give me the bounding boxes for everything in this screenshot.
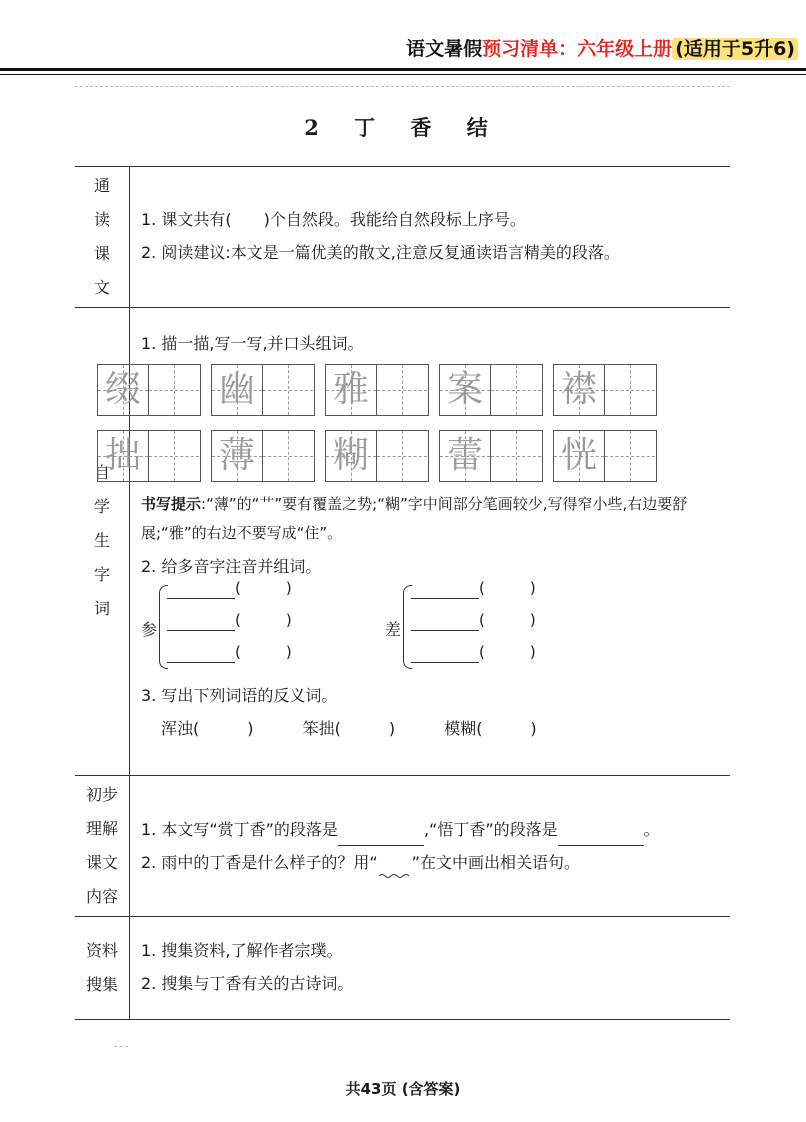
pinyin-paren: ( ) (479, 643, 536, 661)
trace-char: 幽 (218, 369, 255, 410)
blank-cell[interactable] (376, 365, 427, 415)
question-line: 2. 阅读建议:本文是一篇优美的散文,注意反复通读语言精美的段落。 (141, 243, 620, 262)
question-1: 1. 描一描,写一写,并口头组词。 (141, 334, 364, 353)
blank-cell[interactable] (490, 365, 541, 415)
label-char: 自 (93, 463, 110, 482)
blank-cell[interactable] (148, 431, 199, 481)
word-blank[interactable] (411, 646, 479, 663)
pinyin-paren: ( ) (235, 611, 292, 629)
pinyin-paren: ( ) (479, 611, 536, 629)
char-practice-box (325, 430, 429, 482)
section-label (75, 775, 130, 916)
blank-cell[interactable] (262, 431, 313, 481)
char-grid-row-2 (97, 430, 720, 482)
blank-cell[interactable] (376, 431, 427, 481)
polyphone-exercise (141, 579, 720, 679)
header-dotted-rule (75, 86, 730, 87)
trace-char: 案 (446, 369, 483, 410)
question-line: 2. 搜集与丁香有关的古诗词。 (141, 974, 354, 993)
char-practice-box (325, 364, 429, 416)
blank-cell[interactable] (604, 431, 655, 481)
char-practice-box (553, 364, 657, 416)
writing-tip (141, 490, 716, 548)
polyphone-char: 参 (141, 620, 158, 639)
page-footer: 共43页 (含答案) (345, 1080, 461, 1098)
section-label (75, 166, 130, 307)
polyphone-line (411, 577, 549, 599)
label-char: 词 (93, 599, 110, 618)
header-rule-thick (0, 68, 806, 71)
label-line: 内容 (85, 886, 118, 906)
char-practice-box (211, 430, 315, 482)
question-text: 1. 本文写“赏丁香”的段落是 (141, 820, 338, 839)
header-title-part2: 预习清单：六年级上册 (482, 38, 673, 60)
section-understand-text (75, 775, 730, 917)
polyphone-line (167, 577, 305, 599)
polyphone-char: 差 (385, 620, 402, 639)
question-text: 。 (643, 820, 660, 839)
trace-char: 恍 (560, 435, 597, 476)
trace-char: 拙 (104, 435, 141, 476)
polyphone-line (411, 609, 549, 631)
section-research (75, 916, 730, 1020)
blank-cell[interactable] (262, 365, 313, 415)
label-line: 课文 (85, 852, 118, 872)
label-char: 生 (93, 531, 110, 550)
pinyin-paren: ( ) (235, 643, 292, 661)
label-char: 字 (93, 565, 110, 584)
header-grade-badge: (适用于5升6) (672, 38, 798, 60)
pinyin-paren: ( ) (479, 579, 536, 597)
word-blank[interactable] (167, 646, 235, 663)
label-line: 资料 (85, 940, 118, 960)
blank-cell[interactable] (490, 431, 541, 481)
word-blank[interactable] (411, 614, 479, 631)
writing-tip-text: :“薄”的“艹”要有覆盖之势;“糊”字中间部分笔画较少,写得窄小些,右边要舒展;“雅”的右边不要写成“住”。 (141, 495, 688, 542)
question-3: 3. 写出下列词语的反义词。 (141, 686, 338, 705)
antonym-item: 浑浊( ) (161, 719, 254, 738)
label-line: 初步 (85, 784, 118, 804)
question-line: 1. 课文共有( )个自然段。我能给自然段标上序号。 (141, 210, 526, 229)
antonym-row (141, 712, 720, 745)
trace-char: 薄 (218, 435, 255, 476)
char-practice-box (97, 364, 201, 416)
question-line (141, 846, 720, 879)
header-title (406, 34, 798, 64)
question-line (141, 813, 720, 846)
question-text: ,“悟丁香”的段落是 (423, 820, 558, 839)
char-practice-box (97, 430, 201, 482)
trace-char: 雅 (332, 369, 369, 410)
label-char: 通 (93, 175, 110, 195)
char-practice-box (211, 364, 315, 416)
polyphone-line (411, 641, 549, 663)
word-blank[interactable] (167, 582, 235, 599)
trace-char: 襟 (560, 369, 597, 410)
char-grid-row-1 (97, 364, 720, 416)
trace-char: 蕾 (446, 435, 483, 476)
blank-cell[interactable] (148, 365, 199, 415)
question-text: 2. 雨中的丁香是什么样子的？用“ (141, 853, 378, 872)
label-char: 读 (93, 209, 110, 229)
char-practice-box (553, 430, 657, 482)
question-2: 2. 给多音字注音并组词。 (141, 557, 322, 576)
section-content (141, 934, 720, 1000)
header-title-part1: 语文暑假 (406, 38, 483, 60)
pinyin-paren: ( ) (235, 579, 292, 597)
char-practice-box (439, 430, 543, 482)
trace-char: 糊 (332, 435, 369, 476)
section-read-text (75, 166, 730, 308)
section-content (141, 813, 720, 879)
label-line: 理解 (85, 818, 118, 838)
section-label (75, 916, 130, 1019)
wavy-underline-icon (378, 863, 412, 879)
footer-dash (114, 1046, 128, 1047)
writing-tip-label: 书写提示 (141, 495, 202, 513)
word-blank[interactable] (411, 582, 479, 599)
question-line: 1. 搜集资料,了解作者宗璞。 (141, 941, 343, 960)
blank-cell[interactable] (604, 365, 655, 415)
label-char: 课 (93, 243, 110, 263)
header-rule-thin (0, 74, 806, 75)
polyphone-line (167, 641, 305, 663)
label-line: 搜集 (85, 974, 118, 994)
antonym-item: 笨拙( ) (302, 719, 396, 738)
section-self-study (75, 307, 730, 776)
label-char: 学 (93, 497, 110, 516)
question-text: ”在文中画出相关语句。 (411, 853, 580, 872)
section-content (141, 203, 720, 269)
answer-blank[interactable] (558, 827, 644, 846)
answer-blank[interactable] (338, 827, 424, 846)
label-char: 文 (93, 277, 110, 297)
word-blank[interactable] (167, 614, 235, 631)
trace-char: 缀 (104, 369, 141, 410)
polyphone-line (167, 609, 305, 631)
char-practice-box (439, 364, 543, 416)
lesson-title: 2 丁 香 结 (304, 115, 502, 140)
section-content (104, 327, 720, 745)
antonym-item: 模糊( ) (444, 719, 537, 738)
